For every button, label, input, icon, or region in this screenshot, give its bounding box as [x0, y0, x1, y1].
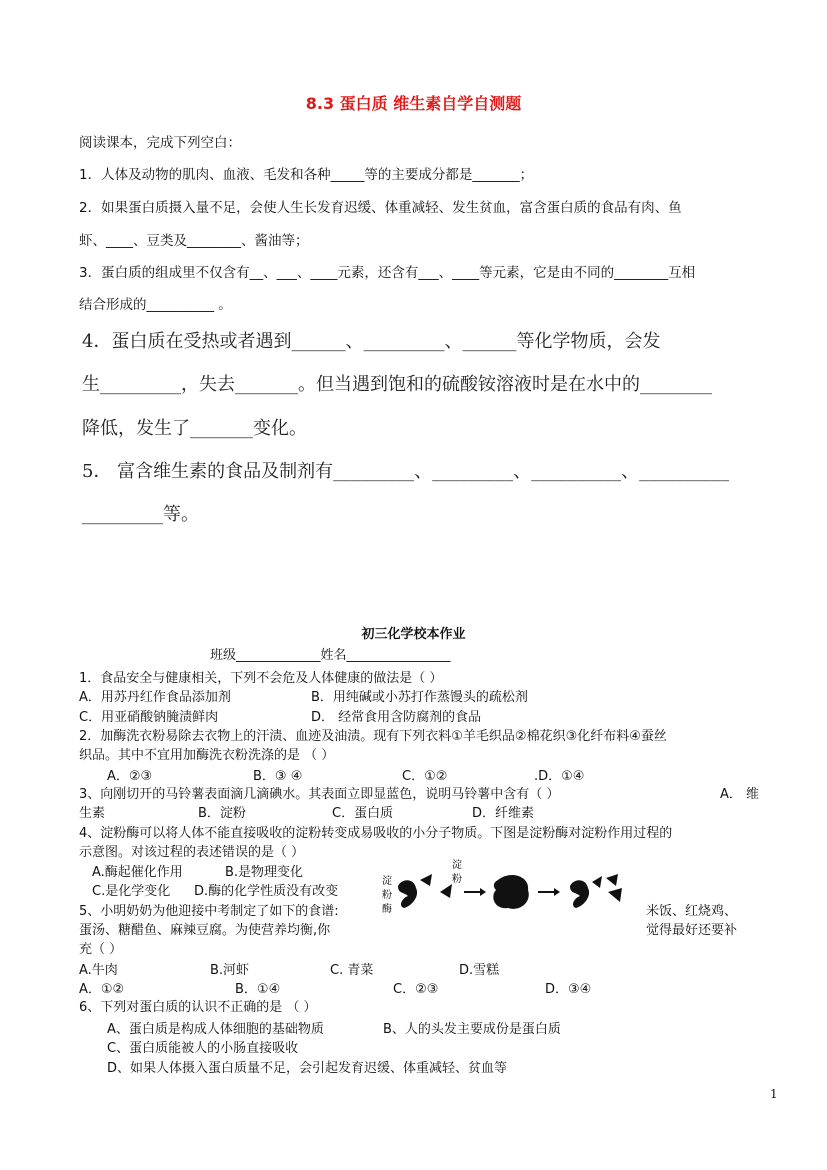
hw-question-4-line-2: 示意图。对该过程的表述错误的是（ ）	[79, 845, 305, 860]
hw-q5-food-a: A.牛肉	[79, 963, 118, 978]
hw-question-5-line-1: 5、小明奶奶为他迎接中考制定了如下的食谱:	[79, 904, 339, 919]
enzyme-fragment	[420, 874, 432, 886]
hw-q5-food-c: C. 青菜	[330, 963, 374, 978]
hw-q5-food-b: B.河虾	[210, 963, 250, 978]
question-3-line-1: 3．蛋白质的组成里不仅含有__、___、____元素，还含有___、____等元素，它是由不同的________互相	[79, 265, 696, 281]
hw-question-3-line-1: 3、向刚切开的马铃薯表面滴几滴碘水。其表面立即显蓝色，说明马铃薯中含有（ ）	[79, 787, 560, 802]
question-5-line-2: _________等。	[82, 504, 199, 525]
question-4-line-1: 4．蛋白质在受热或者遇到______、_________、______等化学物质，会发	[82, 331, 661, 352]
question-4-line-3: 降低，发生了_______变化。	[82, 418, 307, 439]
hw-q5-food-d: D.雪糕	[459, 963, 500, 978]
hw-q4-option-d: D.酶的化学性质没有改变	[194, 884, 339, 899]
hw-q5-option-d: D．③④	[545, 982, 592, 997]
product-fragment-1	[592, 876, 602, 888]
diagram-enzyme-label-1: 淀	[382, 876, 392, 887]
hw-q2-option-b: B．③ ④	[253, 769, 303, 784]
hw-q1-option-d: D． 经常食用含防腐剂的食品	[311, 710, 482, 725]
enzyme-released	[570, 880, 589, 908]
hw-q3-option-b: B．淀粉	[198, 806, 246, 821]
hw-q6-option-c: C、蛋白质能被人的小肠直接吸收	[107, 1041, 299, 1056]
question-4-line-2: 生_________，失去_______。但当遇到饱和的硫酸铵溶液时是在水中的________	[82, 374, 712, 395]
question-2-line-2: 虾、____、豆类及________、酱油等；	[79, 233, 309, 249]
enzyme-shape	[398, 880, 417, 908]
question-3-line-2: 结合形成的__________ 。	[79, 297, 232, 313]
hw-q5-option-c: C．②③	[393, 982, 439, 997]
question-1: 1．人体及动物的肌肉、血液、毛发和各种_____等的主要成分都是_______；	[79, 167, 534, 183]
starch-fragment	[440, 884, 452, 898]
hw-q2-option-d: .D．①④	[534, 769, 585, 784]
hw-question-5-line-2-right: 觉得最好还要补	[646, 923, 738, 938]
hw-q4-option-b: B.是物理变化	[225, 865, 304, 880]
hw-q3-option-d: D．纤维素	[472, 806, 535, 821]
hw-question-2-line-1: 2．加酶洗衣粉易除去衣物上的汗渍、血迹及油渍。现有下列衣料①羊毛织品②棉花织③化纤布料④蚕丝	[79, 729, 667, 744]
hw-q6-option-d: D、如果人体摄入蛋白质量不足，会引起发育迟缓、体重减轻、贫血等	[107, 1061, 508, 1076]
hw-question-5-line-3: 充（ ）	[79, 942, 123, 957]
enzyme-action-diagram	[380, 856, 630, 924]
hw-q2-option-a: A．②③	[107, 769, 153, 784]
hw-q1-option-c: C．用亚硝酸钠腌渍鲜肉	[79, 710, 219, 725]
hw-q4-option-a: A.酶起催化作用	[92, 865, 183, 880]
diagram-enzyme-label-2: 粉	[382, 890, 392, 901]
hw-q3-option-c: C．蛋白质	[332, 806, 394, 821]
diagram-starch-label-1: 淀	[452, 860, 462, 871]
diagram-enzyme-label-3: 酶	[382, 904, 392, 915]
hw-q1-option-b: B．用纯碱或小苏打作蒸馒头的疏松剂	[311, 690, 528, 705]
hw-question-3-line-2: 生素	[79, 806, 106, 821]
arrow-1-head	[480, 888, 486, 896]
class-name-line: 班级_____________姓名________________	[210, 648, 451, 663]
hw-question-4-line-1: 4、淀粉酶可以将人体不能直接吸收的淀粉转变成易吸收的小分子物质。下图是淀粉酶对淀粉作用过程的	[79, 826, 673, 841]
product-fragment-2	[606, 874, 618, 886]
enzyme-substrate-complex	[493, 875, 528, 909]
hw-q2-option-c: C．①②	[402, 769, 448, 784]
hw-question-2-line-2: 织品。其中不宜用加酶洗衣粉洗涤的是 （ ）	[79, 748, 335, 763]
question-2-line-1: 2．如果蛋白质摄入量不足，会使人生长发育迟缓、体重减轻、发生贫血，富含蛋白质的食品有肉、鱼	[79, 200, 682, 216]
page-title: 8.3 蛋白质 维生素自学自测题	[305, 94, 522, 113]
arrow-2-head	[554, 888, 560, 896]
hw-question-1: 1．食品安全与健康相关，下列不会危及人体健康的做法是（ ）	[79, 671, 443, 686]
hw-q6-option-b: B、人的头发主要成份是蛋白质	[383, 1022, 561, 1037]
hw-q5-option-b: B．①④	[235, 982, 281, 997]
hw-q1-option-a: A．用苏丹红作食品添加剂	[79, 690, 231, 705]
page-number: 1	[770, 1087, 778, 1101]
hw-question-6: 6、下列对蛋白质的认识不正确的是 （ ）	[79, 1000, 317, 1015]
homework-title: 初三化学校本作业	[361, 627, 466, 642]
hw-q3-option-a: A． 维	[720, 787, 760, 802]
hw-question-5-line-2: 蛋汤、糖醋鱼、麻辣豆腐。为使营养均衡,你	[79, 923, 331, 938]
hw-q5-option-a: A．①②	[79, 982, 125, 997]
product-fragment-3	[608, 888, 622, 902]
hw-question-5-line-1-right: 米饭、红烧鸡、	[646, 904, 738, 919]
hw-q6-option-a: A、蛋白质是构成人体细胞的基础物质	[107, 1022, 324, 1037]
intro-text: 阅读课本，完成下列空白：	[79, 135, 241, 151]
hw-q4-option-c: C.是化学变化	[92, 884, 171, 899]
diagram-starch-label-2: 粉	[452, 874, 462, 885]
question-5-line-1: 5． 富含维生素的食品及制剂有_________、_________、__________、__________	[82, 461, 730, 482]
